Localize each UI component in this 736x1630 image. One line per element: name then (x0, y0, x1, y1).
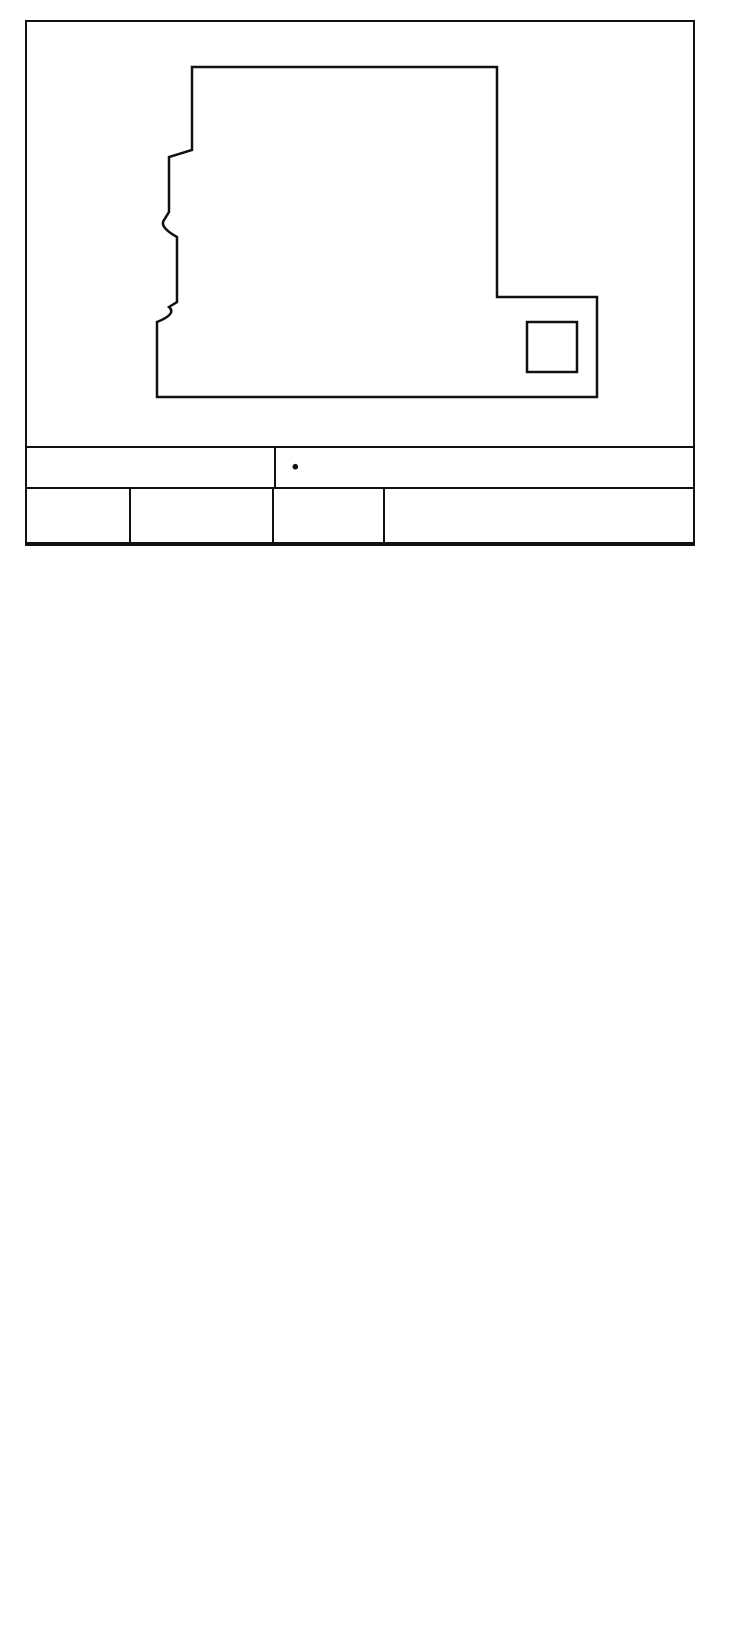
header-pin (27, 489, 130, 543)
connector-info-details (275, 448, 693, 488)
header-function (384, 489, 693, 543)
mounting-square (527, 322, 577, 372)
fuse-block-outline (157, 67, 597, 397)
header-wire-color (130, 489, 273, 543)
assembly-description (286, 456, 687, 479)
pin-table-header (27, 489, 693, 543)
fuse-block-face-drawing (27, 22, 693, 446)
connector-part-information (27, 448, 693, 489)
connector-sheet (25, 20, 695, 546)
connector-info-title (27, 448, 275, 488)
connector-face-diagram (27, 22, 693, 448)
pin-table (27, 489, 693, 544)
header-circuit-no (273, 489, 384, 543)
